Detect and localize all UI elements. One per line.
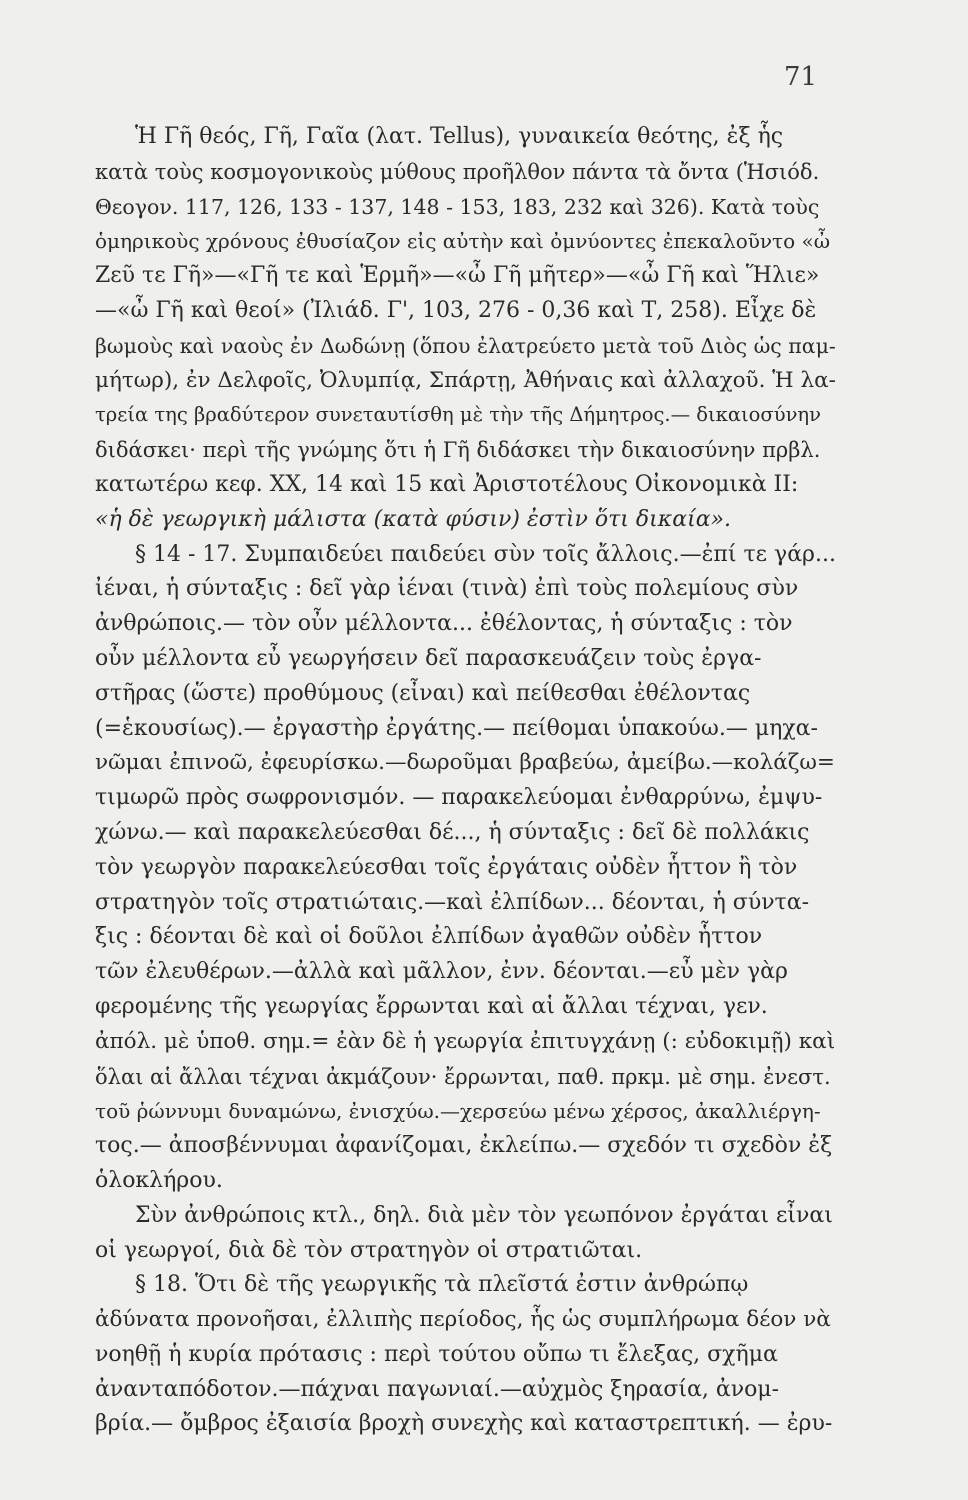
text-line: μήτωρ), ἐν Δελφοῖς, Ὀλυμπίᾳ, Σπάρτῃ, Ἀθήναις καὶ ἀλλαχοῦ. Ἡ λα-	[95, 367, 836, 393]
text-line: βρία.— ὄμβρος ἐξαισία βροχὴ συνεχὴς καὶ καταστρεπτική. — ἐρυ-	[95, 1411, 833, 1437]
text-line: Ζεῦ τε Γῆ»—«Γῆ τε καὶ Ἑρμῆ»—«ὦ Γῆ μῆτερ»—«ὦ Γῆ καὶ Ἥλιε»	[95, 263, 820, 289]
text-line: ὁλοκλήρου.	[95, 1167, 223, 1193]
text-line: νῶμαι ἐπινοῶ, ἐφευρίσκω.—δωροῦμαι βραβεύω, ἀμείβω.—κολάζω=	[95, 750, 835, 776]
section-heading-line: § 14 - 17. Συμπαιδεύει παιδεύει σὺν τοῖς ἄλλοις.—ἐπί τε γάρ...	[135, 541, 836, 567]
text-line: στρατηγὸν τοῖς στρατιώταις.—καὶ ἐλπίδων... δέονται, ἡ σύντα-	[95, 889, 810, 915]
text-line: βωμοὺς καὶ ναοὺς ἐν Δωδώνῃ (ὅπου ἐλατρεύετο μετὰ τοῦ Διὸς ὡς παμ-	[95, 333, 836, 358]
section-heading-line: § 18. Ὅτι δὲ τῆς γεωργικῆς τὰ πλεῖστά ἐστιν ἀνθρώπῳ	[135, 1272, 749, 1298]
text-line: τρεία της βραδύτερον συνεταυτίσθη μὲ τὴν τῆς Δήμητρος.— δικαιοσύνην	[95, 403, 821, 427]
text-line: ἰέναι, ἡ σύνταξις : δεῖ γὰρ ἰέναι (τινὰ) ἐπὶ τοὺς πολεμίους σὺν	[95, 576, 799, 602]
text-line: φερομένης τῆς γεωργίας ἔρρωνται καὶ αἱ ἄλλαι τέχναι, γεν.	[95, 993, 768, 1019]
text-line: οὖν μέλλοντα εὖ γεωργήσειν δεῖ παρασκευάζειν τοὺς ἐργα-	[95, 645, 762, 671]
text-line: νοηθῇ ἡ κυρία πρότασις : περὶ τούτου οὔπω τι ἔλεξας, σχῆμα	[95, 1341, 778, 1367]
text-line: κατὰ τοὺς κοσμογονικοὺς μύθους προῆλθον πάντα τὰ ὄντα (Ἡσιόδ.	[95, 159, 820, 184]
text-line: τὸν γεωργὸν παρακελεύεσθαι τοῖς ἐργάταις οὐδὲν ἧττον ἢ τὸν	[95, 854, 798, 880]
text-line: Θεογον. 117, 126, 133 - 137, 148 - 153, 183, 232 καὶ 326). Κατὰ τοὺς	[95, 194, 820, 219]
text-line: ἀδύνατα προνοῆσαι, ἐλλιπὴς περίοδος, ἧς ὡς συμπλήρωμα δέον νὰ	[95, 1307, 831, 1333]
page-number: 71	[784, 62, 818, 92]
text-line: Ἡ Γῆ θεός, Γῆ, Γαῖα (λατ. Tellus), γυναικεία θεότης, ἐξ ἧς	[135, 124, 784, 149]
text-line: ξις : δέονται δὲ καὶ οἱ δοῦλοι ἐλπίδων ἀγαθῶν οὐδὲν ἧττον	[95, 924, 763, 950]
text-line: τοῦ ῥώννυμι δυναμώνω, ἐνισχύω.—χερσεύω μένω χέρσος, ἀκαλλιέργη-	[95, 1099, 821, 1124]
text-line: στῆρας (ὥστε) προθύμους (εἶναι) καὶ πείθεσθαι ἐθέλοντας	[95, 680, 751, 706]
text-line: ἀνανταπόδοτον.—πάχναι παγωνιαί.—αὐχμὸς ξηρασία, ἀνομ-	[95, 1376, 780, 1402]
text-line: ὁμηρικοὺς χρόνους ἐθυσίαζον εἰς αὐτὴν καὶ ὀμνύοντες ἐπεκαλοῦντο «ὦ	[95, 229, 831, 254]
text-line: τος.— ἀποσβέννυμαι ἀφανίζομαι, ἐκλείπω.— σχεδόν τι σχεδὸν ἐξ	[95, 1133, 833, 1159]
text-line: διδάσκει· περὶ τῆς γνώμης ὅτι ἡ Γῆ διδάσκει τὴν δικαιοσύνην πρβλ.	[95, 438, 821, 463]
text-line: οἱ γεωργοί, διὰ δὲ τὸν στρατηγὸν οἱ στρατιῶται.	[95, 1237, 643, 1263]
text-line: —«ὦ Γῆ καὶ θεοί» (Ἰλιάδ. Γ', 103, 276 - 0,36 καὶ Τ, 258). Εἶχε δὲ	[95, 297, 817, 323]
text-line: ὅλαι αἱ ἄλλαι τέχναι ἀκμάζουν· ἔρρωνται, παθ. πρκμ. μὲ σημ. ἐνεστ.	[95, 1064, 831, 1089]
text-line: ἀνθρώποις.— τὸν οὖν μέλλοντα... ἐθέλοντας, ἡ σύνταξις : τὸν	[95, 611, 793, 637]
text-line: (=ἑκουσίως).— ἐργαστὴρ ἐργάτης.— πείθομαι ὑπακούω.— μηχα-	[95, 715, 818, 741]
text-block	[95, 120, 835, 1442]
text-line: κατωτέρω κεφ. XX, 14 καὶ 15 καὶ Ἀριστοτέλους Οἰκονομικὰ II:	[95, 471, 799, 497]
text-line: χώνω.— καὶ παρακελεύεσθαι δέ..., ἡ σύνταξις : δεῖ δὲ πολλάκις	[95, 819, 810, 845]
text-line: τῶν ἐλευθέρων.—ἀλλὰ καὶ μᾶλλον, ἐνν. δέονται.—εὖ μὲν γὰρ	[95, 959, 788, 985]
quotation-line: «ἡ δὲ γεωργικὴ μάλιστα (κατὰ φύσιν) ἐστὶν ὅτι δικαία».	[95, 506, 732, 532]
text-line: ἀπόλ. μὲ ὑποθ. σημ.= ἐὰν δὲ ἡ γεωργία ἐπιτυγχάνῃ (: εὐδοκιμῇ) καὶ	[95, 1028, 836, 1054]
text-line: Σὺν ἀνθρώποις κτλ., δηλ. διὰ μὲν τὸν γεωπόνον ἐργάται εἶναι	[135, 1202, 833, 1228]
text-line: τιμωρῶ πρὸς σωφρονισμόν. — παρακελεύομαι ἐνθαρρύνω, ἐμψυ-	[95, 785, 823, 811]
